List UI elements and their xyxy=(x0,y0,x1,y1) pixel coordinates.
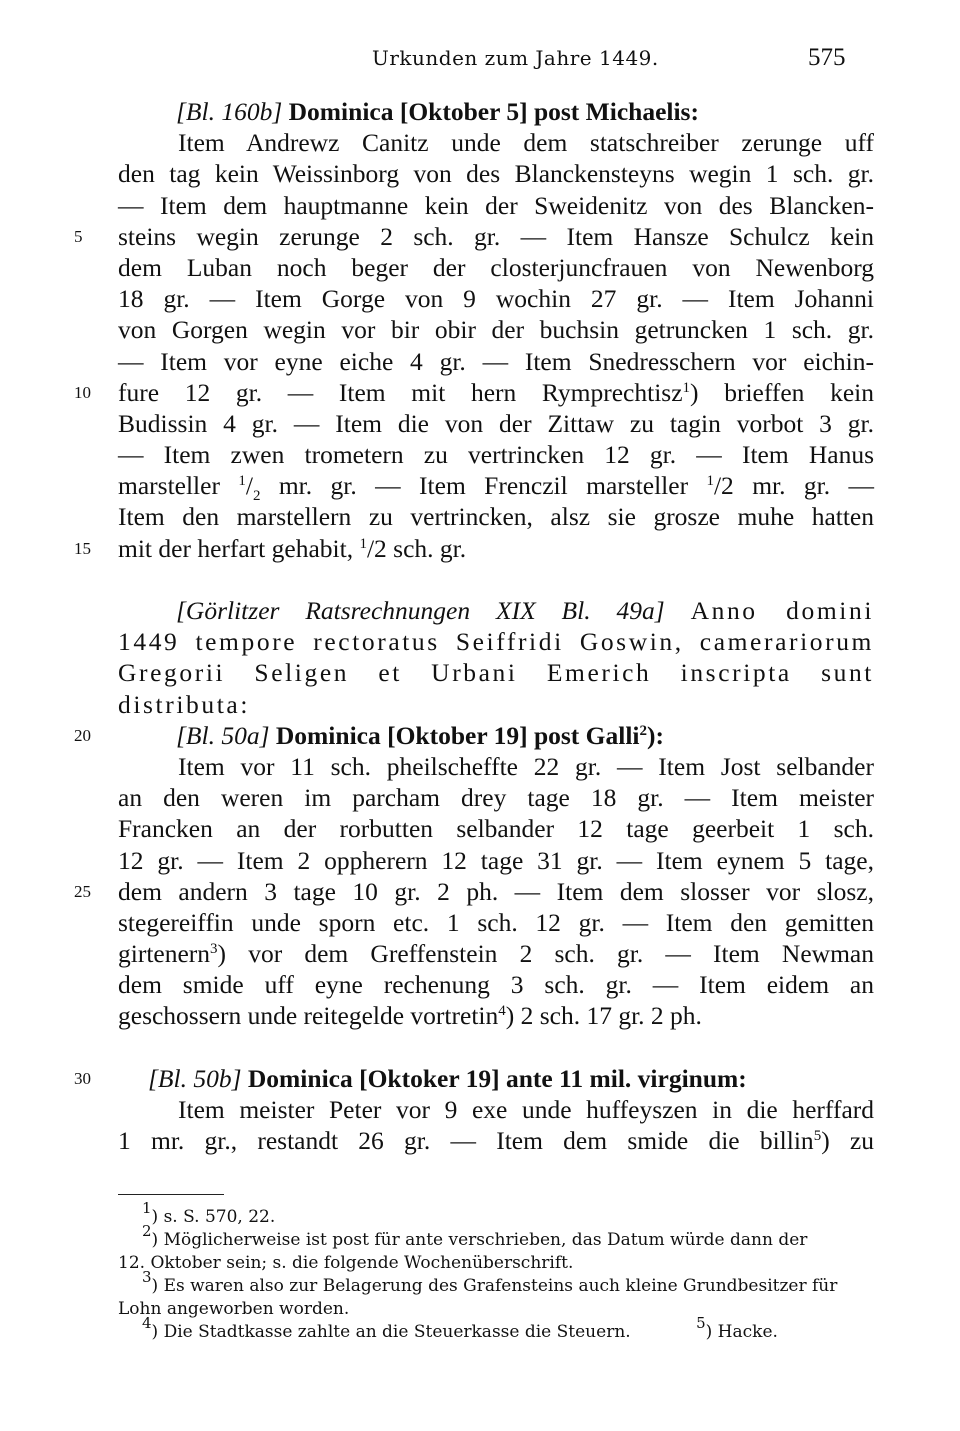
text-line xyxy=(118,845,874,876)
text-line xyxy=(118,190,874,221)
line-text: dem Luban noch beger der closterjuncfrauen von Newenborg xyxy=(118,252,874,282)
line-number: 25 xyxy=(74,881,91,901)
line-text: Francken an der rorbutten selbander 12 tage geerbeit 1 sch. xyxy=(118,814,874,844)
text-line xyxy=(118,689,874,720)
running-head xyxy=(0,46,960,80)
line-text: — Item zwen trometern zu vertrincken 12 gr. — Item Hanus xyxy=(118,440,874,470)
line-number: 5 xyxy=(74,226,83,246)
line-text: [Bl. 50a] Dominica [Oktober 19] post Galli$^2$): xyxy=(176,720,664,750)
text-line xyxy=(74,533,874,564)
line-text: 18 gr. — Item Gorge von 9 wochin 27 gr. — Item Johanni xyxy=(118,284,874,314)
line-text: girtenern$^3$) vor dem Greffenstein 2 sch. gr. — Item Newman xyxy=(118,939,874,969)
line-text: distributa: xyxy=(118,689,251,719)
text-line xyxy=(118,907,874,938)
line-text: marsteller $^1/_2$ mr. gr. — Item Frenczil marsteller $^1$/2 mr. gr. — xyxy=(118,471,875,505)
line-text: 1449 tempore rectoratus Seiffridi Goswin, camerariorum xyxy=(118,627,874,657)
text-line xyxy=(118,969,874,1000)
line-number: 20 xyxy=(74,725,91,745)
text-line xyxy=(118,439,874,470)
line-text: Item den marstellern zu vertrincken, alsz sie grosze muhe hatten xyxy=(118,502,874,532)
text-line xyxy=(74,1063,874,1094)
text-line xyxy=(118,346,874,377)
text-line xyxy=(118,96,874,127)
line-text: [Bl. 50b] Dominica [Oktoker 19] ante 11 mil. virginum: xyxy=(148,1063,747,1093)
footnote-line: $^4$) Die Stadtkasse zahlte an die Steuerkasse die Steuern. $^5$) Hacke. xyxy=(142,1314,778,1342)
body-text xyxy=(74,96,875,1156)
text-line xyxy=(118,283,874,314)
line-text: steins wegin zerunge 2 sch. gr. — Item Hansze Schulcz kein xyxy=(118,221,874,251)
line-text: 12 gr. — Item 2 oppherern 12 tage 31 gr. — Item eynem 5 tage, xyxy=(118,845,874,875)
line-text: [Bl. 160b] Dominica [Oktober 5] post Michaelis: xyxy=(176,97,699,126)
text-line xyxy=(118,1125,874,1156)
line-text: Budissin 4 gr. — Item die von der Zittaw zu tagin vorbot 3 gr. xyxy=(118,408,874,438)
line-text: mit der herfart gehabit, $^1$/2 sch. gr. xyxy=(118,533,467,563)
line-text: stegereiffin unde sporn etc. 1 sch. 12 gr. — Item den gemitten xyxy=(118,907,874,937)
text-line xyxy=(118,782,874,813)
text-line xyxy=(118,470,875,505)
line-text: dem smide uff eyne rechenung 3 sch. gr. — Item eidem an xyxy=(118,970,874,1000)
line-number: 15 xyxy=(74,538,91,558)
line-text: — Item dem hauptmanne kein der Sweidenitz von des Blancken- xyxy=(118,190,874,220)
footnote-line: $^2$) Möglicherweise ist post für ante verschrieben, das Datum würde dann der xyxy=(142,1222,808,1250)
line-text: dem andern 3 tage 10 gr. 2 ph. — Item dem slosser vor slosz, xyxy=(118,876,874,906)
text-line xyxy=(118,408,874,439)
line-text: von Gorgen wegin vor bir obir der buchsin getruncken 1 sch. gr. xyxy=(118,315,874,345)
text-line xyxy=(74,876,874,907)
text-line xyxy=(118,938,874,969)
text-line xyxy=(74,720,874,751)
line-text: Gregorii Seligen et Urbani Emerich inscripta sunt xyxy=(118,658,874,688)
line-text: — Item vor eyne eiche 4 gr. — Item Snedresschern vor eichin- xyxy=(118,346,874,376)
footnote-line: 12. Oktober sein; s. die folgende Wochenüberschrift. xyxy=(118,1253,574,1273)
footnote-line: $^1$) s. S. 570, 22. xyxy=(142,1199,276,1227)
line-text: fure 12 gr. — Item mit hern Rymprechtisz$^1$) brieffen kein xyxy=(118,377,874,407)
footnote-line: Lohn angeworben worden. xyxy=(118,1299,350,1319)
text-line xyxy=(118,1094,874,1125)
text-line xyxy=(118,751,874,782)
text-line xyxy=(118,595,874,626)
line-text: 1 mr. gr., restandt 26 gr. — Item dem smide die billin$^5$) zu xyxy=(118,1126,874,1156)
page-number: 575 xyxy=(808,44,846,71)
line-text: geschossern unde reitegelde vortretin$^4$) 2 sch. 17 gr. 2 ph. xyxy=(118,1001,702,1031)
text-line xyxy=(118,158,874,189)
line-number: 10 xyxy=(74,382,91,402)
footnote-rule xyxy=(118,1194,224,1195)
text-line xyxy=(118,626,874,657)
line-number: 30 xyxy=(74,1068,91,1088)
blank-line xyxy=(118,564,874,595)
text-line xyxy=(118,314,874,345)
text-line xyxy=(118,252,874,283)
text-line xyxy=(74,221,874,252)
line-text: Item vor 11 sch. pheilscheffte 22 gr. — Item Jost selbander xyxy=(178,751,874,781)
text-line xyxy=(118,1000,874,1031)
footnote-line: $^3$) Es waren also zur Belagerung des Grafensteins auch kleine Grundbesitzer für xyxy=(142,1268,838,1296)
line-text: an den weren im parcham drey tage 18 gr. — Item meister xyxy=(118,783,874,813)
footnotes xyxy=(118,1199,874,1344)
blank-line xyxy=(118,1032,874,1063)
text-line xyxy=(118,501,874,532)
line-text: [Görlitzer Ratsrechnungen XIX Bl. 49a] Anno domini xyxy=(176,596,874,625)
text-line xyxy=(118,813,874,844)
text-line xyxy=(118,127,874,158)
text-line xyxy=(118,657,874,688)
running-title: Urkunden zum Jahre 1449. xyxy=(372,46,659,70)
line-text: Item Andrewz Canitz unde dem statschreiber zerunge uff xyxy=(178,128,874,158)
text-line xyxy=(74,377,874,408)
line-text: Item meister Peter vor 9 exe unde huffeyszen in die herffard xyxy=(178,1095,874,1124)
line-text: den tag kein Weissinborg von des Blanckensteyns wegin 1 sch. gr. xyxy=(118,159,874,189)
